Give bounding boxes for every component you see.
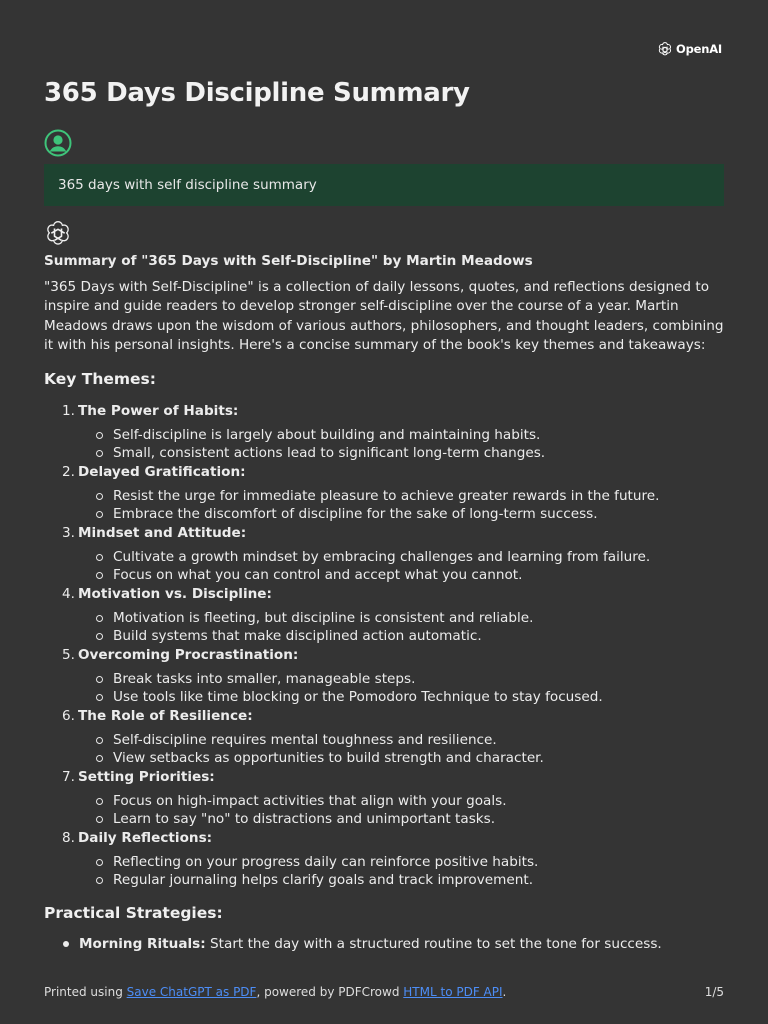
- theme-point: Self-discipline requires mental toughness and resilience.: [78, 731, 728, 750]
- theme-point: Cultivate a growth mindset by embracing challenges and learning from failure.: [78, 548, 728, 567]
- theme-point: Reflecting on your progress daily can reinforce positive habits.: [78, 853, 728, 872]
- theme-title: The Role of Resilience:: [78, 707, 253, 724]
- theme-item: [44, 768, 728, 829]
- theme-number: 4.: [62, 585, 75, 602]
- theme-title: Overcoming Procrastination:: [78, 646, 299, 663]
- theme-points: [78, 609, 728, 646]
- footer-period: .: [502, 985, 507, 999]
- footer-credit: [44, 985, 506, 999]
- theme-point: View setbacks as opportunities to build strength and character.: [78, 749, 728, 768]
- theme-title: Setting Priorities:: [78, 768, 215, 785]
- page-title: 365 Days Discipline Summary: [44, 78, 470, 108]
- theme-title: Motivation vs. Discipline:: [78, 585, 272, 602]
- theme-point: Regular journaling helps clarify goals and track improvement.: [78, 871, 728, 890]
- theme-point: Build systems that make disciplined action automatic.: [78, 627, 728, 646]
- theme-number: 1.: [62, 402, 75, 419]
- footer-printed-using: Printed using: [44, 985, 127, 999]
- summary-heading: Summary of "365 Days with Self-Discipline" by Martin Meadows: [44, 253, 533, 269]
- theme-points: [78, 548, 728, 585]
- strategies-heading: Practical Strategies:: [44, 903, 223, 922]
- theme-number: 8.: [62, 829, 75, 846]
- theme-item: [44, 585, 728, 646]
- theme-item: [44, 829, 728, 890]
- theme-points: [78, 853, 728, 890]
- theme-points: [78, 731, 728, 768]
- theme-number: 3.: [62, 524, 75, 541]
- theme-point: Resist the urge for immediate pleasure to achieve greater rewards in the future.: [78, 487, 728, 506]
- save-chatgpt-pdf-link[interactable]: Save ChatGPT as PDF: [126, 985, 257, 999]
- theme-number: 7.: [62, 768, 75, 785]
- assistant-response: [44, 250, 728, 955]
- page-number: 1/5: [704, 985, 724, 999]
- theme-number: 5.: [62, 646, 75, 663]
- key-themes-heading: Key Themes:: [44, 369, 156, 388]
- theme-point: Motivation is fleeting, but discipline is consistent and reliable.: [78, 609, 728, 628]
- theme-number: 6.: [62, 707, 75, 724]
- theme-title: Delayed Gratification:: [78, 463, 246, 480]
- user-avatar-icon: [44, 129, 72, 157]
- theme-item: [44, 646, 728, 707]
- theme-item: [44, 707, 728, 768]
- theme-title: The Power of Habits:: [78, 402, 239, 419]
- chatgpt-avatar-icon: [44, 219, 72, 247]
- theme-points: [78, 792, 728, 829]
- brand-name: OpenAI: [676, 42, 722, 56]
- strategies-list: [44, 935, 728, 955]
- theme-point: Use tools like time blocking or the Pomodoro Technique to stay focused.: [78, 688, 728, 707]
- footer-powered-by: , powered by PDFCrowd: [256, 985, 404, 999]
- openai-brand: [657, 41, 722, 57]
- theme-number: 2.: [62, 463, 75, 480]
- theme-item: [44, 463, 728, 524]
- theme-item: [44, 402, 728, 463]
- theme-item: [44, 524, 728, 585]
- theme-points: [78, 487, 728, 524]
- strategy-title: Morning Rituals:: [79, 936, 206, 953]
- theme-point: Focus on high-impact activities that align with your goals.: [78, 792, 728, 811]
- theme-title: Mindset and Attitude:: [78, 524, 247, 541]
- page-footer: [44, 985, 724, 999]
- theme-point: Small, consistent actions lead to significant long-term changes.: [78, 444, 728, 463]
- theme-title: Daily Reflections:: [78, 829, 213, 846]
- strategy-text: Start the day with a structured routine to set the tone for success.: [205, 936, 662, 953]
- openai-logo-icon: [657, 41, 673, 57]
- intro-paragraph: "365 Days with Self-Discipline" is a collection of daily lessons, quotes, and reflections designed to inspire and guide readers to develop stronger self-discipline over the course of a year. Martin Meadows draws upon the wisdom of various authors, philosophers, and thought leaders, combining it with his personal insights. Here's a concise summary of the book's key themes and takeaways:: [44, 278, 724, 354]
- themes-list: [44, 402, 728, 890]
- theme-point: Break tasks into smaller, manageable steps.: [78, 670, 728, 689]
- theme-point: Self-discipline is largely about building and maintaining habits.: [78, 426, 728, 445]
- theme-point: Focus on what you can control and accept what you cannot.: [78, 566, 728, 585]
- strategy-item: [44, 935, 728, 955]
- theme-points: [78, 426, 728, 463]
- theme-point: Embrace the discomfort of discipline for the sake of long-term success.: [78, 505, 728, 524]
- theme-points: [78, 670, 728, 707]
- theme-point: Learn to say "no" to distractions and unimportant tasks.: [78, 810, 728, 829]
- user-message: [44, 164, 724, 206]
- html-to-pdf-api-link[interactable]: HTML to PDF API: [403, 985, 503, 999]
- user-message-text: 365 days with self discipline summary: [58, 177, 317, 193]
